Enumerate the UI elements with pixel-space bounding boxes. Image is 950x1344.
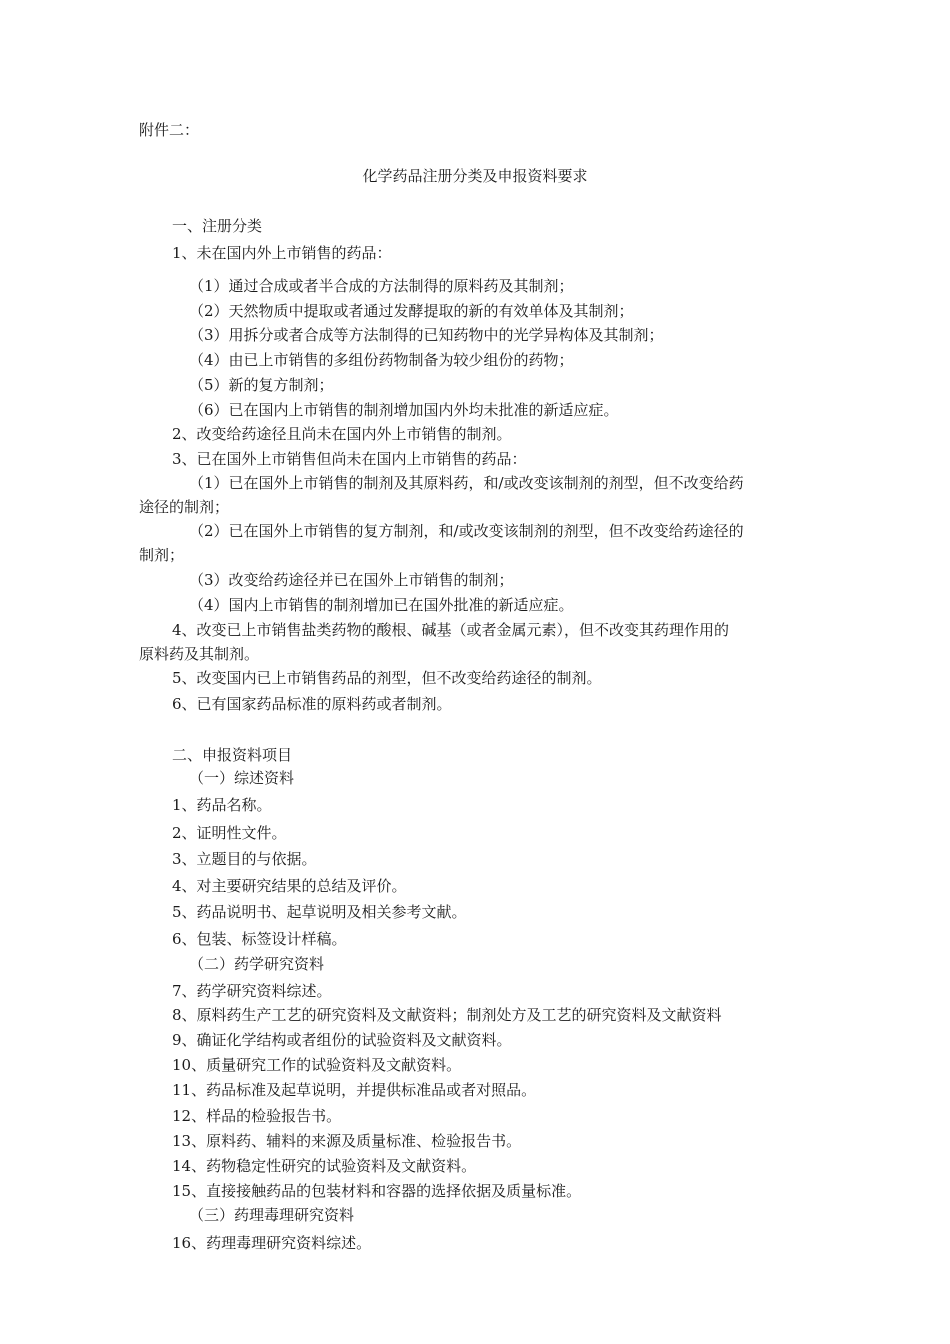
paragraph: （2）已在国外上市销售的复方制剂，和/或改变该制剂的剂型，但不改变给药途径的 xyxy=(189,522,744,540)
list-item: 11、药品标准及起草说明，并提供标准品或者对照品。 xyxy=(172,1081,537,1099)
paragraph: （4）国内上市销售的制剂增加已在国外批准的新适应症。 xyxy=(189,596,574,614)
list-item: 9、确证化学结构或者组份的试验资料及文献资料。 xyxy=(172,1031,512,1049)
list-item: 6、包装、标签设计样稿。 xyxy=(172,930,347,948)
paragraph: （2）天然物质中提取或者通过发酵提取的新的有效单体及其制剂； xyxy=(189,302,634,320)
paragraph: （3）改变给药途径并已在国外上市销售的制剂； xyxy=(189,571,514,589)
list-item: 15、直接接触药品的包装材料和容器的选择依据及质量标准。 xyxy=(172,1182,582,1200)
document-title: 化学药品注册分类及申报资料要求 xyxy=(362,167,588,185)
paragraph: 3、已在国外上市销售但尚未在国内上市销售的药品： xyxy=(172,450,527,468)
paragraph: 制剂； xyxy=(139,546,185,564)
paragraph: 原料药及其制剂。 xyxy=(139,645,260,663)
list-item: 10、质量研究工作的试验资料及文献资料。 xyxy=(172,1056,462,1074)
paragraph: （5）新的复方制剂； xyxy=(189,376,334,394)
paragraph: 途径的制剂； xyxy=(139,498,230,516)
paragraph: （4）由已上市销售的多组份药物制备为较少组份的药物； xyxy=(189,351,574,369)
paragraph: 6、已有国家药品标准的原料药或者制剂。 xyxy=(172,695,452,713)
attachment-label: 附件二： xyxy=(139,121,200,139)
list-item: 4、对主要研究结果的总结及评价。 xyxy=(172,877,407,895)
paragraph: 5、改变国内已上市销售药品的剂型，但不改变给药途径的制剂。 xyxy=(172,669,602,687)
list-item: 13、原料药、辅料的来源及质量标准、检验报告书。 xyxy=(172,1132,522,1150)
subsection-heading: （三）药理毒理研究资料 xyxy=(189,1206,355,1224)
list-item: 12、样品的检验报告书。 xyxy=(172,1107,342,1125)
paragraph: 2、改变给药途径且尚未在国内外上市销售的制剂。 xyxy=(172,425,512,443)
paragraph: （1）通过合成或者半合成的方法制得的原料药及其制剂； xyxy=(189,277,574,295)
list-item: 1、药品名称。 xyxy=(172,796,272,814)
paragraph: （3）用拆分或者合成等方法制得的已知药物中的光学异构体及其制剂； xyxy=(189,326,664,344)
list-item: 5、药品说明书、起草说明及相关参考文献。 xyxy=(172,903,467,921)
subsection-heading: （一）综述资料 xyxy=(189,769,295,787)
paragraph: （1）已在国外上市销售的制剂及其原料药，和/或改变该制剂的剂型，但不改变给药 xyxy=(189,474,744,492)
list-item: 3、立题目的与依据。 xyxy=(172,850,317,868)
list-item: 7、药学研究资料综述。 xyxy=(172,982,332,1000)
list-item: 8、原料药生产工艺的研究资料及文献资料；制剂处方及工艺的研究资料及文献资料 xyxy=(172,1006,722,1024)
paragraph: （6）已在国内上市销售的制剂增加国内外均未批准的新适应症。 xyxy=(189,401,619,419)
section-heading: 一、注册分类 xyxy=(172,217,263,235)
list-item: 14、药物稳定性研究的试验资料及文献资料。 xyxy=(172,1157,477,1175)
paragraph: 1、未在国内外上市销售的药品： xyxy=(172,244,392,262)
section-heading: 二、申报资料项目 xyxy=(172,746,293,764)
list-item: 16、药理毒理研究资料综述。 xyxy=(172,1234,372,1252)
subsection-heading: （二）药学研究资料 xyxy=(189,955,325,973)
list-item: 2、证明性文件。 xyxy=(172,824,287,842)
paragraph: 4、改变已上市销售盐类药物的酸根、碱基（或者金属元素），但不改变其药理作用的 xyxy=(172,621,730,639)
